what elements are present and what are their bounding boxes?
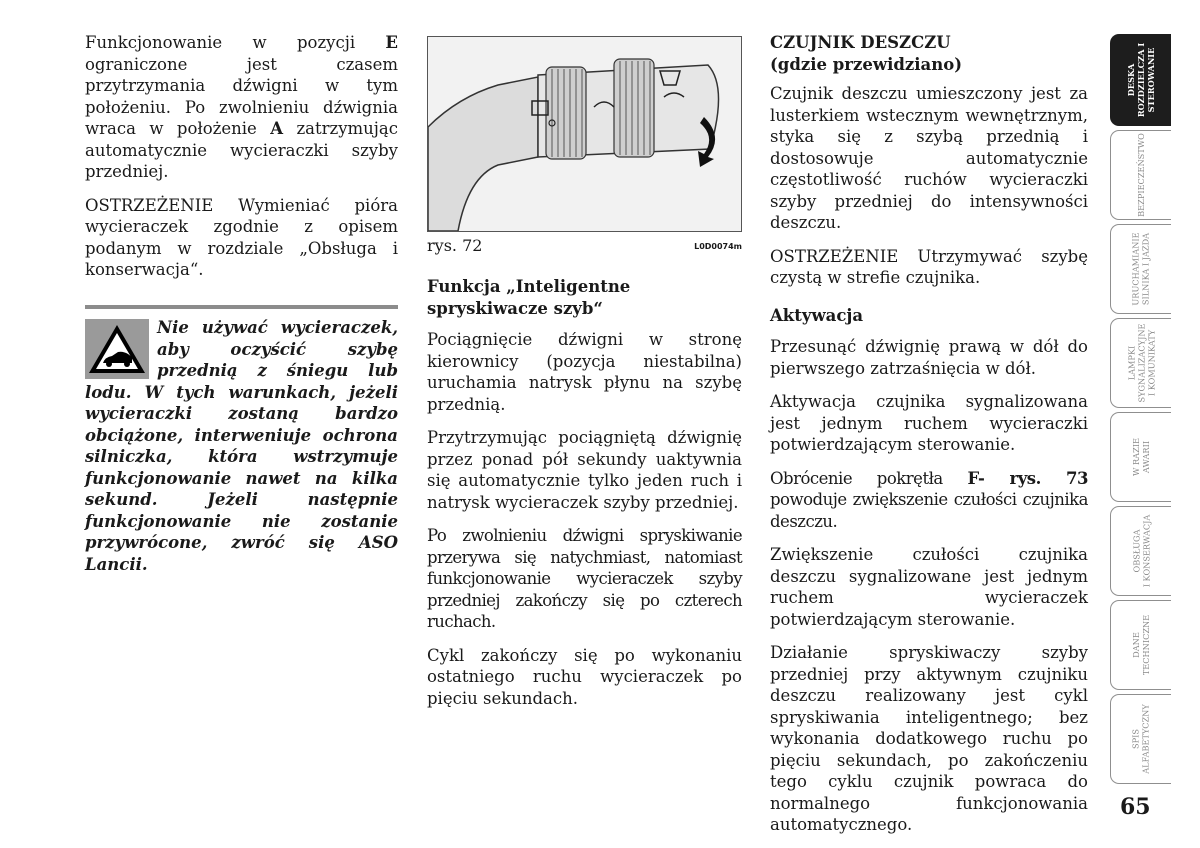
tab-lampki[interactable] — [1110, 318, 1171, 408]
paragraph-activation-move: Przesunąć dźwignię prawą w dół do pierwszego zatrzaśnięcia w dół. — [770, 337, 1088, 378]
paragraph-activation-signal: Aktywacja czujnika sygnalizowana jest jednym ruchem wycieraczki potwierdzającym sterowanie. — [770, 392, 1088, 454]
tab-spis-alfabetyczny[interactable] — [1110, 694, 1171, 784]
chapter-tabs — [1110, 34, 1174, 788]
paragraph-position-e: Funkcjonowanie w pozycji E ograniczone jest czasem przytrzymania dźwigni w tym położeniu. Po zwolnieniu dźwignia wraca w położenie A zatrzymując automatycznie wycieraczki szyby przedniej. — [85, 33, 398, 181]
tab-label: BEZPIECZEŃSTWO — [1136, 133, 1147, 217]
column-left — [85, 32, 398, 293]
tab-label: LAMPKI SYGNALIZACYJNE I KOMUNIKATY — [1126, 323, 1156, 403]
paragraph-sensitivity-signal: Zwiększenie czułości czujnika deszczu sygnalizowane jest jednym ruchem wycieraczek potwierdzającym sterowanie. — [770, 545, 1088, 629]
paragraph-cycle-end: Cykl zakończy się po wykonaniu ostatniego ruchu wycieraczek po pięciu sekundach. — [427, 645, 742, 708]
tab-dane-techniczne[interactable] — [1110, 600, 1171, 690]
paragraph-release-stalk: Po zwolnieniu dźwigni spryskiwanie przerywa się natychmiast, natomiast funkcjonowanie wycieraczek szyby przedniej zakończy się po czterech ruchach. — [427, 526, 742, 631]
paragraph-washer-with-sensor: Działanie spryskiwaczy szyby przedniej przy aktywnym czujniku deszczu realizowany jest cykl spryskiwania inteligentnego; bez wykonania dodatkowego ruchu po pięciu sekundach, po zakończeniu tego cyklu czujnik powraca do normalnego funkcjonowania automatycznego. — [770, 643, 1088, 834]
warning-text: Nie używać wycieraczek, aby oczyścić szybę przednią z śniegu lub lodu. W tych warunkach, jeżeli wycieraczki zostaną bardzo obciążone, interweniuje ochrona silniczka, która wstrzymuje funkcjonowanie nawet na kilka sekund. Jeżeli następnie funkcjonowanie nie zostanie przywrócone, zwróć się ASO Lancii. — [85, 318, 398, 574]
tab-label: DESKA ROZDZIELCZA I STEROWANIE — [1126, 42, 1156, 118]
tab-bezpieczenstwo[interactable] — [1110, 130, 1171, 220]
paragraph-sensitivity-knob — [770, 468, 1088, 533]
paragraph-hold-stalk: Przytrzymując pociągniętą dźwignię przez ponad pół sekundy uaktywnia się automatycznie tylko jeden ruch i natrysk wycieraczek szyby przedniej. — [427, 428, 742, 512]
wiper-stalk-illustration — [428, 37, 741, 231]
paragraph-sensor-warning: OSTRZEŻENIE Utrzymywać szybę czystą w strefie czujnika. — [770, 246, 1088, 287]
column-right — [770, 32, 1088, 848]
tab-label: W RAZIE AWARII — [1131, 438, 1151, 476]
tab-label: OBSŁUGA I KONSERWACJA — [1131, 514, 1151, 588]
warning-triangle-car-icon — [85, 319, 149, 379]
paragraph-sensor-location: Czujnik deszczu umieszczony jest za lusterkiem wstecznym wewnętrznym, styka się z szybą przednią i dostosowuje automatycznie częstotliwość ruchów wycieraczki szyby przedniej do intensywności deszczu. — [770, 84, 1088, 232]
column-middle — [427, 276, 742, 721]
paragraph-pull-stalk: Pociągnięcie dźwigni w stronę kierownicy (pozycja niestabilna) uruchamia natrysk płynu na szybę przednią. — [427, 330, 742, 414]
knob-text-c: powoduje zwiększenie czułości czujnika deszczu. — [770, 490, 1088, 531]
warning-box — [85, 305, 398, 575]
heading-rain-sensor-sub: (gdzie przewidziano) — [770, 54, 963, 74]
knob-ref: F- rys. 73 — [967, 468, 1088, 488]
heading-activation: Aktywacja — [770, 305, 864, 325]
tab-uruchamianie[interactable] — [1110, 224, 1171, 314]
paragraph-warning-blades: OSTRZEŻENIE Wymieniać pióra wycieraczek zgodnie z opisem podanym w rozdziale „Obsługa i konserwacja“. — [85, 195, 398, 279]
tab-label: URUCHAMIANIE SILNIKA I JAZDA — [1131, 232, 1152, 306]
knob-text-a: Obrócenie pokrętła — [770, 468, 968, 488]
tab-obsluga[interactable] — [1110, 506, 1171, 596]
heading-smart-washer: Funkcja „Inteligentne spryskiwacze szyb“ — [427, 277, 631, 318]
figure-wiper-stalk — [427, 36, 742, 232]
figure-caption — [427, 236, 742, 256]
tab-label: DANE TECHNICZNE — [1131, 614, 1151, 676]
tab-w-razie-awarii[interactable] — [1110, 412, 1171, 502]
page-number: 65 — [1120, 794, 1151, 820]
figure-number: rys. 72 — [427, 236, 483, 255]
figure-code: L0D0074m — [694, 242, 742, 251]
heading-rain-sensor — [770, 32, 1088, 75]
tab-label: SPIS ALFABETYCZNY — [1131, 704, 1151, 774]
tab-deska-rozdzielcza[interactable] — [1110, 34, 1171, 126]
heading-rain-sensor-title: CZUJNIK DESZCZU — [770, 33, 951, 52]
